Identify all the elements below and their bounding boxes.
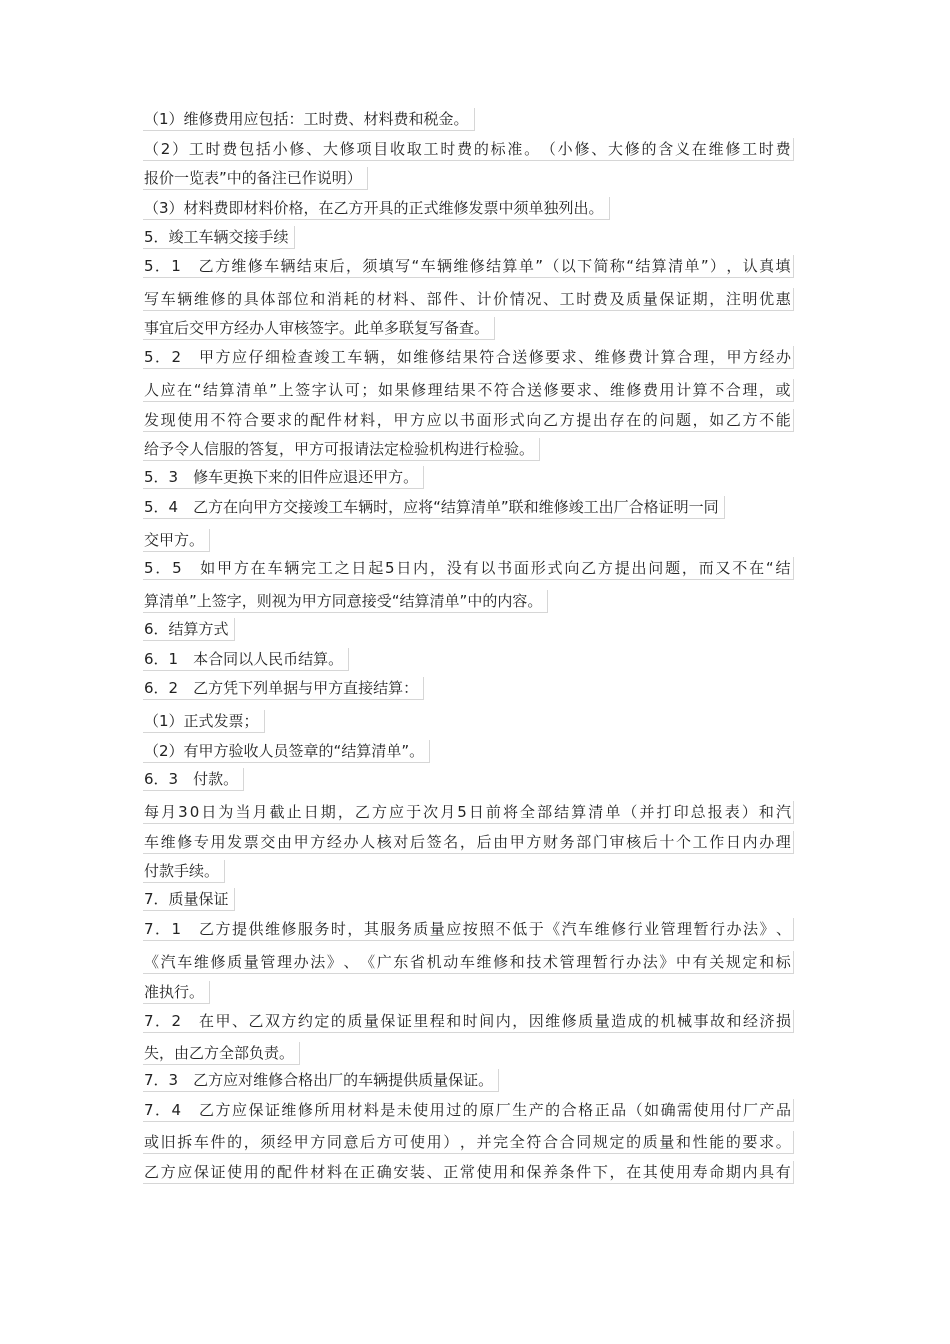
text-line: 算清单”上签字，则视为甲方同意接受“结算清单”中的内容。 — [143, 590, 548, 613]
text-line: 6．3 付款。 — [143, 768, 244, 791]
text-line: 5．4 乙方在向甲方交接竣工车辆时，应将“结算清单”联和维修竣工出厂合格证明一同 — [143, 496, 725, 519]
text-line: 6．1 本合同以人民币结算。 — [143, 648, 349, 671]
text-line: 5．3 修车更换下来的旧件应退还甲方。 — [143, 466, 424, 489]
text-line: 车 维 修 专 用 发 票 交 由 甲 方 经 办 人 核 对 后 签 名 ， 后 由 甲 方 财 务 部 门 审 核 后 十 个 工 作 日 内 办 理 — [143, 831, 794, 854]
text-line: 7．3 乙方应对维修合格出厂的车辆提供质量保证。 — [143, 1069, 499, 1092]
text-line: 失，由乙方全部负责。 — [143, 1042, 300, 1065]
text-line: 7．质量保证 — [143, 888, 235, 911]
text-line: 乙 方 应 保 证 使 用 的 配 件 材 料 在 正 确 安 装 、 正 常 使 用 和 保 养 条 件 下 ， 在 其 使 用 寿 命 期 内 具 有 — [143, 1161, 794, 1184]
text-line: （1）正式发票； — [143, 710, 265, 733]
text-line: 或 旧 拆 车 件 的 ， 须 经 甲 方 同 意 后 方 可 使 用 ） ， 并 完 全 符 合 合 同 规 定 的 质 量 和 性 能 的 要 求 。 — [143, 1131, 794, 1154]
text-line: 发 现 使 用 不 符 合 要 求 的 配 件 材 料 ， 甲 方 应 以 书 面 形 式 向 乙 方 提 出 存 在 的 问 题 ， 如 乙 方 不 能 — [143, 409, 794, 432]
text-line: 交甲方。 — [143, 529, 210, 552]
text-line: 5 ． 2 甲 方 应 仔 细 检 查 竣 工 车 辆 ， 如 维 修 结 果 符 合 送 修 要 求 、 维 修 费 计 算 合 理 ， 甲 方 经 办 — [143, 346, 794, 369]
text-line: 7 ． 2 在 甲 、 乙 双 方 约 定 的 质 量 保 证 里 程 和 时 间 内 ， 因 维 修 质 量 造 成 的 机 械 事 故 和 经 济 损 — [143, 1010, 794, 1033]
text-line: 报价一览表”中的备注已作说明） — [143, 167, 368, 190]
text-line: 6．2 乙方凭下列单据与甲方直接结算： — [143, 677, 424, 700]
text-line: 写 车 辆 维 修 的 具 体 部 位 和 消 耗 的 材 料 、 部 件 、 计 价 情 况 、 工 时 费 及 质 量 保 证 期 ， 注 明 优 惠 — [143, 288, 794, 311]
text-line: 7 ． 1 乙 方 提 供 维 修 服 务 时 ， 其 服 务 质 量 应 按 照 不 低 于 《 汽 车 维 修 行 业 管 理 暂 行 办 法 》 、 — [143, 918, 794, 941]
text-line: 5 ． 5 如 甲 方 在 车 辆 完 工 之 日 起 5 日 内 ， 没 有 以 书 面 形 式 向 乙 方 提 出 问 题 ， 而 又 不 在 “ 结 — [143, 557, 794, 580]
text-line: 给予令人信服的答复，甲方可报请法定检验机构进行检验。 — [143, 438, 540, 461]
text-line: （3）材料费即材料价格，在乙方开具的正式维修发票中须单独列出。 — [143, 197, 610, 220]
text-line: 《 汽 车 维 修 质 量 管 理 办 法 》 、 《 广 东 省 机 动 车 维 修 和 技 术 管 理 暂 行 办 法 》 中 有 关 规 定 和 标 — [143, 951, 794, 974]
text-line: 5 ． 1 乙 方 维 修 车 辆 结 束 后 ， 须 填 写 “ 车 辆 维 修 结 算 单 ” （ 以 下 简 称 “ 结 算 清 单 ” ） ， 认 真 填 — [143, 255, 794, 278]
text-line: 6．结算方式 — [143, 618, 235, 641]
text-line: （1）维修费用应包括：工时费、材料费和税金。 — [143, 108, 475, 131]
text-line: （ 2 ） 工 时 费 包 括 小 修 、 大 修 项 目 收 取 工 时 费 的 标 准 。 （ 小 修 、 大 修 的 含 义 在 维 修 工 时 费 — [143, 138, 794, 161]
text-line: （2）有甲方验收人员签章的“结算清单”。 — [143, 740, 430, 763]
text-line: 人 应 在 “ 结 算 清 单 ” 上 签 字 认 可 ； 如 果 修 理 结 果 不 符 合 送 修 要 求 、 维 修 费 用 计 算 不 合 理 ， 或 — [143, 379, 794, 402]
text-line: 事宜后交甲方经办人审核签字。此单多联复写备查。 — [143, 317, 495, 340]
text-line: 每 月 3 0 日 为 当 月 截 止 日 期 ， 乙 方 应 于 次 月 5 日 前 将 全 部 结 算 清 单 （ 并 打 印 总 报 表 ） 和 汽 — [143, 801, 794, 824]
text-line: 5．竣工车辆交接手续 — [143, 226, 295, 249]
text-line: 准执行。 — [143, 981, 210, 1004]
text-line: 7 ． 4 乙 方 应 保 证 维 修 所 用 材 料 是 未 使 用 过 的 原 厂 生 产 的 合 格 正 品 （ 如 确 需 使 用 付 厂 产 品 — [143, 1099, 794, 1122]
text-line: 付款手续。 — [143, 860, 225, 883]
